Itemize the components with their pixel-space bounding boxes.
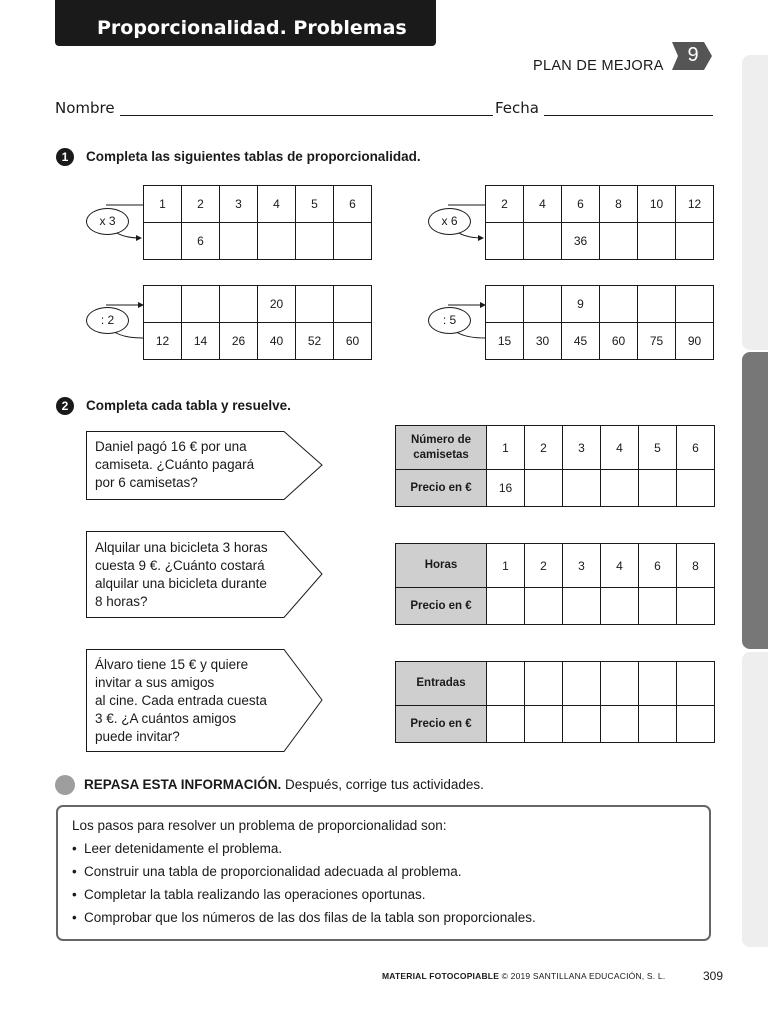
- answer-cell[interactable]: [677, 470, 715, 507]
- answer-cell[interactable]: [601, 706, 639, 743]
- review-bullet: • Comprobar que los números de las dos filas de la tabla son proporcionales.: [72, 910, 536, 925]
- problem-table: [395, 661, 715, 743]
- answer-cell[interactable]: [600, 286, 638, 323]
- problem-line: alquilar una bicicleta durante: [95, 576, 267, 591]
- problem-line: cuesta 9 €. ¿Cuánto costará: [95, 558, 265, 573]
- problem-line: Alquilar una bicicleta 3 horas: [95, 540, 268, 555]
- problem-line: al cine. Cada entrada cuesta: [95, 693, 267, 708]
- problem-text: [95, 438, 254, 492]
- row-header: [396, 426, 487, 470]
- table-cell: 45: [562, 323, 600, 360]
- review-bullet-text: Construir una tabla de proporcionalidad adecuada al problema.: [84, 864, 462, 879]
- review-bullet: • Leer detenidamente el problema.: [72, 841, 283, 856]
- table-cell: 75: [638, 323, 676, 360]
- table-cell: 15: [486, 323, 524, 360]
- table-cell: 2: [486, 186, 524, 223]
- answer-cell[interactable]: [182, 286, 220, 323]
- answer-cell[interactable]: [486, 286, 524, 323]
- answer-cell[interactable]: [296, 286, 334, 323]
- answer-cell[interactable]: [334, 223, 372, 260]
- table-cell: 12: [144, 323, 182, 360]
- answer-cell[interactable]: [639, 706, 677, 743]
- table-cell: 26: [220, 323, 258, 360]
- table-cell: 1: [487, 426, 525, 470]
- date-label: Fecha: [495, 99, 539, 117]
- review-dot: [55, 775, 75, 795]
- unit-number: 9: [687, 44, 699, 66]
- table-cell: 3: [563, 544, 601, 588]
- plan-label: PLAN DE MEJORA: [533, 58, 664, 74]
- footer: [382, 971, 665, 981]
- table-cell: 6: [677, 426, 715, 470]
- answer-cell[interactable]: [524, 223, 562, 260]
- row-header: Entradas: [396, 662, 487, 706]
- proportion-table: [143, 185, 372, 260]
- answer-cell[interactable]: [601, 588, 639, 625]
- footer-rest: © 2019 SANTILLANA EDUCACIÓN, S. L.: [499, 971, 666, 981]
- review-heading: [84, 777, 484, 792]
- page-number: 309: [703, 969, 724, 983]
- answer-cell[interactable]: [525, 662, 563, 706]
- answer-cell[interactable]: [676, 286, 714, 323]
- table-cell: 30: [524, 323, 562, 360]
- answer-cell[interactable]: [487, 662, 525, 706]
- row-header-line: camisetas: [413, 448, 469, 461]
- review-bullet-text: Comprobar que los números de las dos filas de la tabla son proporcionales.: [84, 910, 536, 925]
- table-cell: 60: [600, 323, 638, 360]
- answer-cell[interactable]: 16: [487, 470, 525, 507]
- problem-line: puede invitar?: [95, 729, 180, 744]
- proportion-table: [485, 285, 714, 360]
- table-cell: 4: [601, 544, 639, 588]
- answer-cell[interactable]: [487, 706, 525, 743]
- review-bullet: • Construir una tabla de proporcionalidad adecuada al problema.: [72, 864, 462, 879]
- problem-line: por 6 camisetas?: [95, 475, 198, 490]
- problem-line: Álvaro tiene 15 € y quiere: [95, 657, 249, 672]
- review-intro: Los pasos para resolver un problema de proporcionalidad son:: [72, 818, 447, 833]
- answer-cell[interactable]: [296, 223, 334, 260]
- answer-cell[interactable]: [638, 223, 676, 260]
- table-cell: 6: [639, 544, 677, 588]
- answer-cell[interactable]: [525, 588, 563, 625]
- operator-oval: x 6: [428, 208, 471, 235]
- table-cell: 40: [258, 323, 296, 360]
- exercise-number: 1: [56, 148, 74, 166]
- answer-cell[interactable]: [677, 662, 715, 706]
- table-cell: 6: [334, 186, 372, 223]
- answer-cell[interactable]: [144, 286, 182, 323]
- problem-line: invitar a sus amigos: [95, 675, 215, 690]
- footer-bold: MATERIAL FOTOCOPIABLE: [382, 971, 500, 981]
- answer-cell[interactable]: [563, 662, 601, 706]
- table-cell: 60: [334, 323, 372, 360]
- answer-cell[interactable]: [676, 223, 714, 260]
- proportion-table: [143, 285, 372, 360]
- exercise-instruction: Completa cada tabla y resuelve.: [86, 398, 291, 413]
- page-title: Proporcionalidad. Problemas: [97, 17, 407, 39]
- problem-line: camiseta. ¿Cuánto pagará: [95, 457, 255, 472]
- review-bullet-text: Leer detenidamente el problema.: [84, 841, 283, 856]
- table-cell: 1: [487, 544, 525, 588]
- table-cell: 14: [182, 323, 220, 360]
- answer-cell[interactable]: [258, 223, 296, 260]
- table-cell: 4: [601, 426, 639, 470]
- answer-cell[interactable]: [220, 286, 258, 323]
- table-cell: 2: [525, 544, 563, 588]
- table-cell: 52: [296, 323, 334, 360]
- table-cell: 6: [562, 186, 600, 223]
- exercise-number: 2: [56, 397, 74, 415]
- answer-cell[interactable]: [677, 706, 715, 743]
- answer-cell[interactable]: [525, 470, 563, 507]
- table-cell: 8: [600, 186, 638, 223]
- proportion-table: [485, 185, 714, 260]
- review-bullet: • Completar la tabla realizando las operaciones oportunas.: [72, 887, 426, 902]
- operator-oval: : 5: [428, 307, 471, 334]
- answer-cell[interactable]: [601, 470, 639, 507]
- table-cell: 3: [220, 186, 258, 223]
- answer-cell[interactable]: 20: [258, 286, 296, 323]
- row-header-line: Número de: [410, 433, 472, 446]
- answer-cell[interactable]: [563, 470, 601, 507]
- table-cell: 1: [144, 186, 182, 223]
- table-cell: 5: [296, 186, 334, 223]
- problem-text: [95, 656, 267, 746]
- table-cell: 90: [676, 323, 714, 360]
- table-cell: 8: [677, 544, 715, 588]
- answer-cell[interactable]: 9: [562, 286, 600, 323]
- problem-table: [395, 543, 715, 625]
- review-heading-bold: REPASA ESTA INFORMACIÓN.: [84, 777, 282, 792]
- problem-line: Daniel pagó 16 € por una: [95, 439, 247, 454]
- table-cell: 12: [676, 186, 714, 223]
- answer-cell[interactable]: [563, 588, 601, 625]
- table-cell: 4: [258, 186, 296, 223]
- answer-cell[interactable]: [334, 286, 372, 323]
- table-cell: 10: [638, 186, 676, 223]
- table-cell: 3: [563, 426, 601, 470]
- table-cell: 2: [525, 426, 563, 470]
- answer-cell[interactable]: [639, 470, 677, 507]
- answer-cell[interactable]: [601, 662, 639, 706]
- review-bullet-text: Completar la tabla realizando las operaciones oportunas.: [84, 887, 426, 902]
- answer-cell[interactable]: [487, 588, 525, 625]
- operator-oval: x 3: [86, 208, 129, 235]
- problem-line: 3 €. ¿A cuántos amigos: [95, 711, 237, 726]
- row-header: Precio en €: [396, 588, 487, 625]
- answer-cell[interactable]: [220, 223, 258, 260]
- table-cell: 4: [524, 186, 562, 223]
- table-cell: 5: [639, 426, 677, 470]
- answer-cell[interactable]: [524, 286, 562, 323]
- problem-table: [395, 425, 715, 507]
- answer-cell[interactable]: [677, 588, 715, 625]
- problem-text: [95, 539, 268, 611]
- review-heading-rest: Después, corrige tus actividades.: [281, 777, 484, 792]
- answer-cell[interactable]: [638, 286, 676, 323]
- answer-cell[interactable]: [639, 588, 677, 625]
- problem-line: 8 horas?: [95, 594, 148, 609]
- answer-cell[interactable]: [486, 223, 524, 260]
- answer-cell[interactable]: [639, 662, 677, 706]
- answer-cell[interactable]: 36: [562, 223, 600, 260]
- row-header: Horas: [396, 544, 487, 588]
- operator-oval: : 2: [86, 307, 129, 334]
- exercise-instruction: Completa las siguientes tablas de proporcionalidad.: [86, 149, 421, 164]
- answer-cell[interactable]: [600, 223, 638, 260]
- answer-cell[interactable]: [563, 706, 601, 743]
- answer-cell[interactable]: [144, 223, 182, 260]
- answer-cell[interactable]: [525, 706, 563, 743]
- answer-cell[interactable]: 6: [182, 223, 220, 260]
- name-label: Nombre: [55, 99, 115, 117]
- row-header: Precio en €: [396, 706, 487, 743]
- table-cell: 2: [182, 186, 220, 223]
- row-header: Precio en €: [396, 470, 487, 507]
